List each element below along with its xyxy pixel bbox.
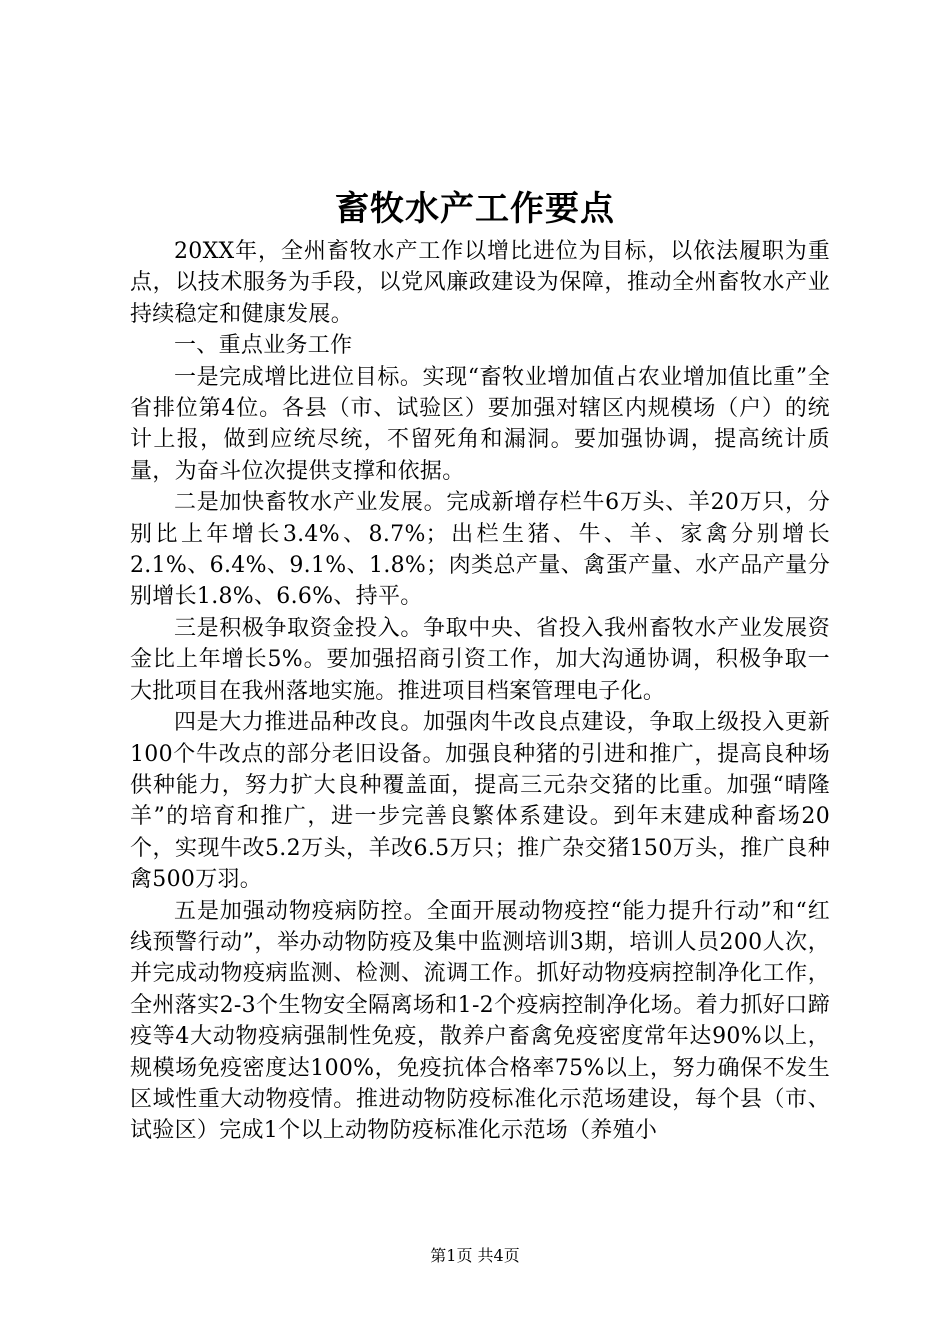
- paragraph-item-2: 二是加快畜牧水产业发展。完成新增存栏牛6万头、羊20万只，分别比上年增长3.4%、8.7%；出栏生猪、牛、羊、家禽分别增长2.1%、6.4%、9.1%、1.8%；肉类总产量、禽蛋产量、水产品产量分别增长1.8%、6.6%、持平。: [130, 490, 830, 610]
- paragraph-item-4: 四是大力推进品种改良。加强肉牛改良点建设，争取上级投入更新100个牛改点的部分老旧设备。加强良种猪的引进和推广，提高良种场供种能力，努力扩大良种覆盖面，提高三元杂交猪的比重。加强“晴隆羊”的培育和推广，进一步完善良繁体系建设。到年末建成种畜场20个，实现牛改5.2万头，羊改6.5万只；推广杂交猪150万头，推广良种禽500万羽。: [130, 710, 830, 893]
- document-title: 畜牧水产工作要点: [335, 189, 615, 229]
- section-heading: 一、重点业务工作: [174, 333, 353, 359]
- paragraph-item-3: 三是积极争取资金投入。争取中央、省投入我州畜牧水产业发展资金比上年增长5%。要加强招商引资工作，加大沟通协调，积极争取一大批项目在我州落地实施。推进项目档案管理电子化。: [130, 615, 830, 704]
- paragraph-item-1: 一是完成增比进位目标。实现“畜牧业增加值占农业增加值比重”全省排位第4位。各县（市、试验区）要加强对辖区内规模场（户）的统计上报，做到应统尽统，不留死角和漏洞。要加强协调，提高统计质量，为奋斗位次提供支撑和依据。: [130, 364, 830, 484]
- document-body: [130, 236, 830, 1147]
- page-number-footer: 第1页 共4页: [430, 1246, 520, 1265]
- paragraph-item-5: 五是加强动物疫病防控。全面开展动物疫控“能力提升行动”和“红线预警行动”，举办动物防疫及集中监测培训3期，培训人员200人次，并完成动物疫病监测、检测、流调工作。抓好动物疫病控制净化工作，全州落实2-3个生物安全隔离场和1-2个疫病控制净化场。着力抓好口蹄疫等4大动物疫病强制性免疫，散养户畜禽免疫密度常年达90%以上，规模场免疫密度达100%，免疫抗体合格率75%以上，努力确保不发生区域性重大动物疫情。推进动物防疫标准化示范场建设，每个县（市、试验区）完成1个以上动物防疫标准化示范场（养殖小: [130, 898, 830, 1144]
- paragraph-intro: 20XX年，全州畜牧水产工作以增比进位为目标，以依法履职为重点，以技术服务为手段，以党风廉政建设为保障，推动全州畜牧水产业持续稳定和健康发展。: [130, 239, 830, 327]
